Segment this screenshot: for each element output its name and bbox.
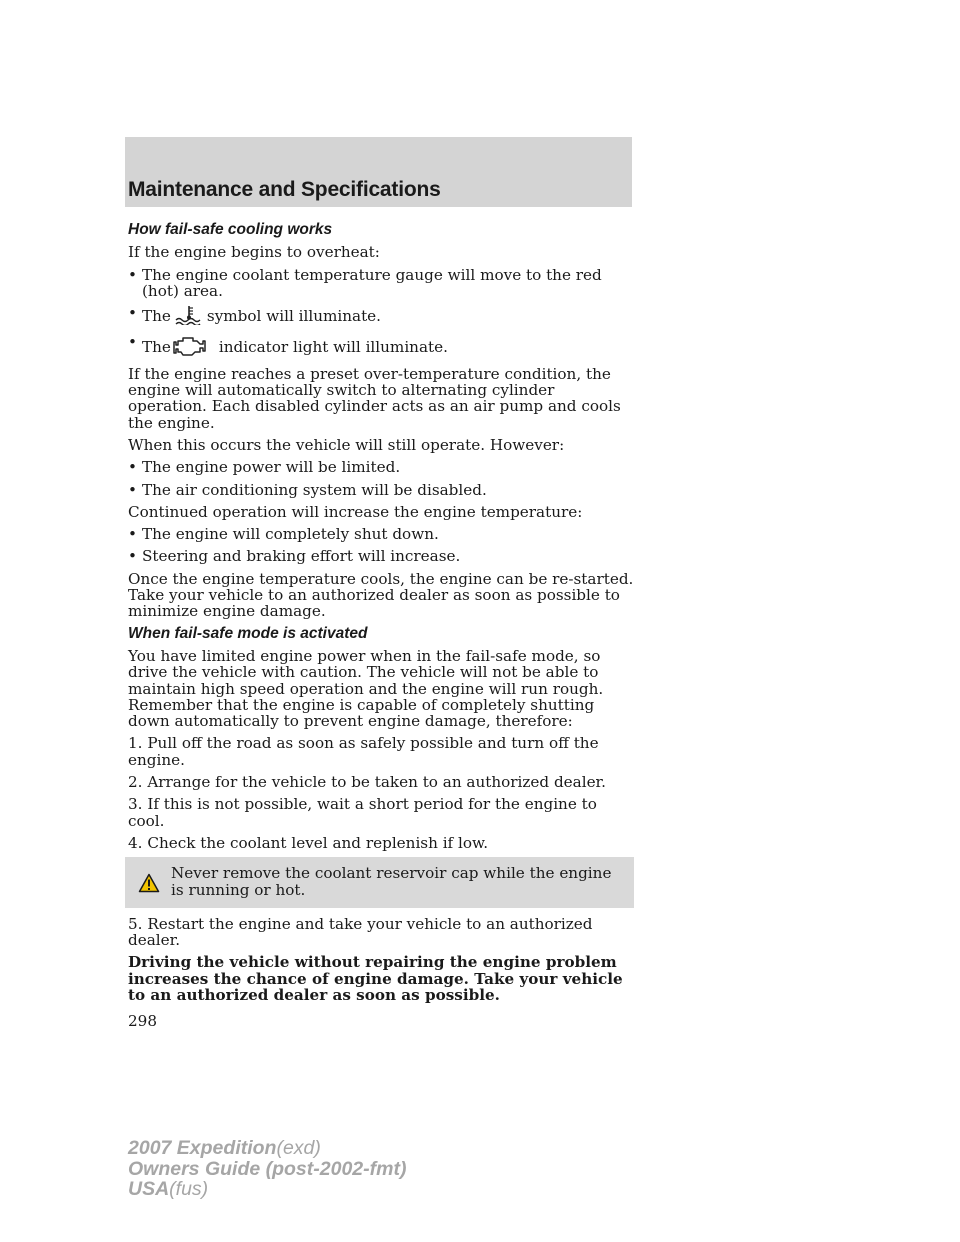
footer-line-2: Owners Guide (post-2002-fmt)	[128, 1157, 407, 1180]
paragraph: Continued operation will increase the engine temperature:	[128, 502, 583, 521]
warning-box	[125, 857, 634, 908]
list-item: • The engine power will be limited.	[128, 458, 401, 477]
bullet-dot: •	[128, 333, 137, 352]
list-item: • The air conditioning system will be disabled.	[128, 480, 487, 499]
paragraph: If the engine begins to overheat:	[128, 243, 380, 262]
bullet-dot: •	[128, 525, 137, 544]
page-number: 298	[128, 1012, 157, 1031]
paragraph: If the engine reaches a preset over-temperature condition, the engine will automatically switch to alternating cylinder operation. Each disabled cylinder acts as an air pump and cools the engine.	[128, 364, 621, 432]
bullet-dot: •	[128, 480, 137, 499]
step-item: 5. Restart the engine and take your vehicle to an authorized dealer.	[128, 914, 593, 950]
step-item: 4. Check the coolant level and replenish if low.	[128, 833, 489, 852]
section-heading-fail-safe-cooling: How fail-safe cooling works	[128, 221, 333, 238]
step-item: 1. Pull off the road as soon as safely possible and turn off the engine.	[128, 734, 599, 769]
step-item: 3. If this is not possible, wait a short period for the engine to cool.	[128, 795, 597, 830]
warning-triangle-icon	[138, 873, 160, 896]
bold-note: Driving the vehicle without repairing the engine problem increases the chance of engine damage. Take your vehicle to an authorized dealer as soon as possible.	[128, 953, 623, 1004]
paragraph: Once the engine temperature cools, the engine can be re-started. Take your vehicle to an authorized dealer as soon as possible to minimize engine damage.	[128, 569, 634, 621]
page-title: Maintenance and Specifications	[128, 178, 441, 201]
bullet-dot: •	[128, 304, 137, 323]
warning-text: Never remove the coolant reservoir cap while the engine is running or hot.	[171, 864, 612, 899]
check-engine-icon	[172, 334, 208, 359]
bullet-dot: •	[128, 265, 137, 284]
list-item: • The engine will completely shut down.	[128, 525, 439, 544]
coolant-temperature-icon	[172, 305, 206, 328]
step-item: 2. Arrange for the vehicle to be taken to an authorized dealer.	[128, 773, 606, 792]
bullet-dot: •	[128, 458, 137, 477]
list-item: • The symbol will illuminate.	[128, 305, 638, 328]
list-item: • The engine coolant temperature gauge will move to the red (hot) area.	[128, 265, 602, 300]
section-heading-fail-safe-mode: When fail-safe mode is activated	[128, 624, 368, 642]
footer-line-1: 2007 Expedition(exd)	[128, 1137, 321, 1159]
paragraph: You have limited engine power when in the fail-safe mode, so drive the vehicle with caution. The vehicle will not be able to maintain high speed operation and the engine will run rough. Remember that the engine is capable of completely shutting down automatically to prevent engine damage, therefore:	[128, 646, 604, 731]
paragraph: When this occurs the vehicle will still operate. However:	[128, 435, 565, 454]
footer-line-3: USA(fus)	[128, 1178, 209, 1200]
document-footer	[128, 1138, 406, 1200]
list-item: • The indicator light will illuminate.	[128, 334, 638, 359]
list-item: • Steering and braking effort will increase.	[128, 547, 461, 566]
bullet-dot: •	[128, 547, 137, 566]
page-content	[128, 222, 638, 1030]
